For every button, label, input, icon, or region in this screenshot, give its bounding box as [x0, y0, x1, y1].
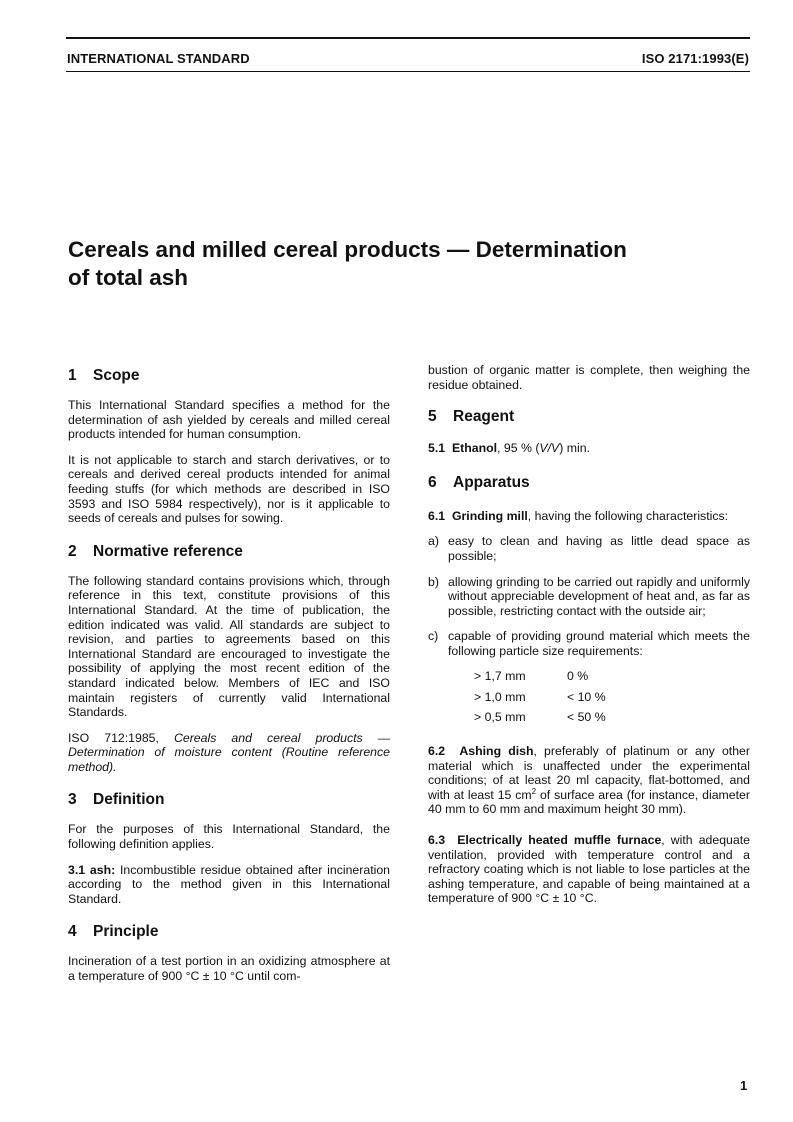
reagent-ethanol	[428, 441, 750, 456]
header-rule-bottom	[66, 71, 750, 72]
size-cell: > 1,7 mm	[474, 669, 526, 684]
section-title: Apparatus	[453, 473, 530, 491]
clause-number: 6.1	[428, 508, 446, 523]
apparatus-ashing-dish	[428, 744, 750, 817]
section-normative-heading	[68, 542, 390, 562]
list-marker: a)	[428, 534, 439, 549]
term: Grinding mill	[451, 508, 528, 523]
table-row	[474, 687, 606, 708]
table-row	[474, 667, 606, 688]
clause-text: , with adequate ventilation, provided with temperature control and a refractory coating which is not liable to lose particles at the ashing temperature, and capable of being maintained at a temperature of 900 °C ± 10 °C.	[428, 833, 750, 906]
reference-code: ISO 712:1985,	[68, 730, 159, 745]
percent-cell: < 10 %	[567, 689, 606, 704]
section-title: Principle	[93, 923, 159, 941]
apparatus-grinding-mill	[428, 509, 750, 524]
section-number: 1	[68, 367, 77, 384]
clause-number: 5.1	[428, 441, 446, 456]
scope-paragraph-2: It is not applicable to starch and starch derivatives, or to cereals and derived cereal products intended for animal feeding stuffs (for which methods are described in ISO 3593 and ISO 5984 respectively), nor is it applicable to seeds of cereals and pulses for sowing.	[68, 452, 390, 526]
apparatus-muffle-furnace	[428, 833, 750, 906]
left-column	[68, 360, 390, 984]
term: Ethanol	[451, 441, 498, 456]
definition-ash	[68, 863, 390, 907]
clause-number: 6.3	[428, 833, 446, 847]
scope-paragraph-1: This International Standard specifies a method for the determination of ash yielded by cereals and milled cereal products intended for human consumption.	[68, 398, 390, 442]
reagent-unit: V/V	[539, 441, 560, 456]
clause-number: 3.1	[68, 862, 86, 877]
clause-text: , preferably of platinum or any other material which is unaffected under the experimental conditions; of at least 20 ml capacity, flat-bottomed, and with at least 15 cm	[428, 744, 750, 802]
section-title: Definition	[93, 791, 165, 809]
term: ash:	[89, 862, 116, 877]
list-text: easy to clean and having as little dead space as possible;	[448, 534, 750, 563]
superscript: 2	[531, 786, 537, 796]
term-definition: Incombustible residue obtained after incineration according to the method given in this International Standard.	[68, 862, 391, 906]
section-title: Scope	[93, 367, 140, 384]
list-marker: c)	[428, 629, 439, 644]
size-cell: > 0,5 mm	[474, 710, 526, 725]
normative-reference-entry	[68, 731, 390, 775]
principle-paragraph-continued: bustion of organic matter is complete, then weighing the residue obtained.	[428, 363, 750, 392]
reference-title: Cereals and cereal products — Determination of moisture content (Routine reference method).	[68, 730, 390, 774]
page-number: 1	[740, 1078, 748, 1093]
list-item	[428, 629, 750, 658]
term: Electrically heated muffle furnace	[457, 833, 662, 847]
particle-size-table	[474, 667, 606, 729]
header-doc-id: ISO 2171:1993(E)	[641, 51, 749, 66]
list-text: allowing grinding to be carried out rapidly and uniformly without appreciable development of heat and, as far as possible, restricting contact with the outside air;	[448, 574, 750, 618]
table-row	[474, 708, 606, 729]
percent-cell: < 50 %	[567, 710, 606, 725]
section-definition-heading	[68, 790, 390, 810]
document-title	[68, 236, 748, 292]
reagent-text-end: ) min.	[559, 441, 590, 456]
list-marker: b)	[428, 574, 439, 589]
reagent-text: , 95 % (	[497, 441, 540, 456]
section-apparatus-heading	[428, 473, 750, 493]
term: Ashing dish	[459, 744, 534, 759]
principle-paragraph: Incineration of a test portion in an oxidizing atmosphere at a temperature of 900 °C ± 10 °C until com-	[68, 954, 390, 984]
section-number: 3	[68, 791, 77, 809]
section-principle-heading	[68, 922, 390, 942]
list-text: capable of providing ground material which meets the following particle size requirements:	[448, 629, 750, 658]
list-item	[428, 575, 750, 619]
header-rule-top	[66, 37, 750, 39]
percent-cell: 0 %	[567, 669, 589, 684]
section-number: 4	[68, 923, 77, 941]
section-title: Normative reference	[93, 542, 243, 560]
section-number: 6	[428, 473, 437, 491]
title-line-2: of total ash	[68, 265, 189, 290]
list-item	[428, 534, 750, 563]
section-scope-heading	[68, 366, 390, 386]
section-reagent-heading	[428, 407, 750, 427]
normative-paragraph: The following standard contains provisions which, through reference in this text, constitute provisions of this International Standard. At the time of publication, the edition indicated was valid. All standards are subject to revision, and parties to agreements based on this International Standard are encouraged to investigate the possibility of applying the most recent edition of the standard indicated below. Members of IEC and ISO maintain registers of currently valid International Standards.	[68, 573, 390, 720]
section-title: Reagent	[453, 408, 515, 426]
clause-number: 6.2	[428, 744, 446, 759]
header-doc-type: INTERNATIONAL STANDARD	[67, 51, 250, 66]
section-number: 2	[68, 542, 77, 560]
clause-text-end: of surface area (for instance, diameter 40 mm to 60 mm and maximum height 30 mm).	[428, 787, 750, 817]
size-cell: > 1,0 mm	[474, 689, 526, 704]
right-column	[428, 360, 750, 906]
definition-paragraph: For the purposes of this International Standard, the following definition applies.	[68, 822, 390, 852]
title-line-1: Cereals and milled cereal products — Determination	[68, 237, 627, 262]
clause-text: , having the following characteristics:	[527, 508, 729, 523]
section-number: 5	[428, 408, 437, 426]
